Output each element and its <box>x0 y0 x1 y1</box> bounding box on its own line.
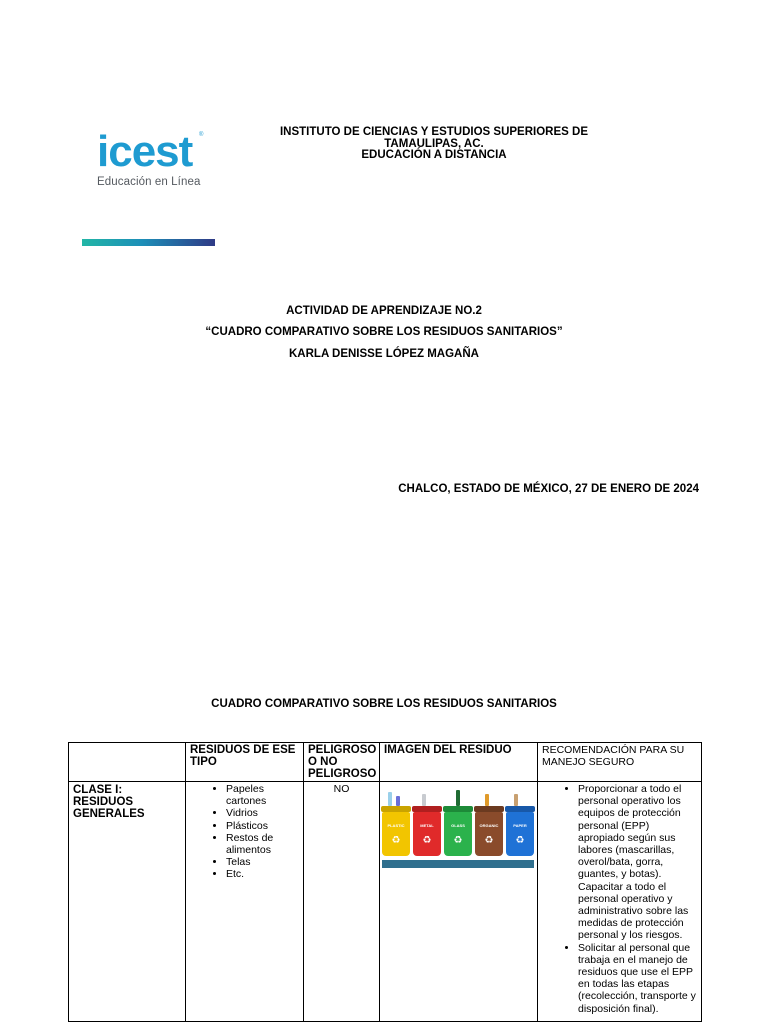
list-item: • Proporcionar a todo el personal operativo los equipos de protección personal (EPP) apropiado según sus labores (mascarillas, overol/bata, gorra, guantes, y botas). Capacitar a todo el personal operativo y administrativo sobre las medidas de protección personal y los riesgos. <box>578 783 697 942</box>
list-item: • Vidrios <box>226 807 299 819</box>
bin <box>382 786 410 864</box>
recycle-icon: ♻ <box>422 835 432 846</box>
registered-mark: ® <box>199 132 204 138</box>
table-title: CUADRO COMPARATIVO SOBRE LOS RESIDUOS SANITARIOS <box>211 698 557 710</box>
list-item: • Papeles cartones <box>226 783 299 807</box>
bin-label: GLASS <box>451 823 465 828</box>
table-header-row <box>69 743 702 782</box>
recycle-icon: ♻ <box>515 835 525 846</box>
recommendations-list <box>542 783 697 1015</box>
recycle-icon: ♻ <box>484 835 494 846</box>
table-row <box>69 782 702 1022</box>
header-imagen: IMAGEN DEL RESIDUO <box>380 743 538 782</box>
header-recomendacion: RECOMENDACIÓN PARA SU MANEJO SEGURO <box>538 743 702 782</box>
row-image <box>380 782 538 1022</box>
bins-base <box>382 860 534 868</box>
bin-label: PAPER <box>513 823 527 828</box>
activity-number: ACTIVIDAD DE APRENDIZAJE NO.2 <box>286 305 482 317</box>
bin <box>506 786 534 864</box>
header-empty <box>69 743 186 782</box>
place-date: CHALCO, ESTADO DE MÉXICO, 27 DE ENERO DE 2024 <box>398 483 699 495</box>
recycle-icon: ♻ <box>453 835 463 846</box>
logo-gradient-bar <box>82 239 215 246</box>
modality: EDUCACIÓN A DISTANCIA <box>361 149 507 161</box>
institution-name: INSTITUTO DE CIENCIAS Y ESTUDIOS SUPERIORES DE TAMAULIPAS, AC. <box>279 126 588 150</box>
list-item: • Restos de alimentos <box>226 832 299 856</box>
row-recomendaciones <box>538 782 702 1022</box>
list-item: • Plásticos <box>226 820 299 832</box>
comparison-table <box>68 742 702 1022</box>
recycling-bins-image <box>380 782 537 870</box>
bin-label: METAL <box>420 823 434 828</box>
bin-label: PLASTIC <box>387 823 405 828</box>
bin-label: ORGANIC <box>479 823 499 828</box>
author-name: KARLA DENISSE LÓPEZ MAGAÑA <box>289 348 479 360</box>
header-peligroso: PELIGROSO O NO PELIGROSO <box>304 743 380 782</box>
residuos-list <box>190 783 299 881</box>
row-class: CLASE I: RESIDUOS GENERALES <box>69 782 186 1022</box>
bin <box>475 786 503 864</box>
row-residuos <box>186 782 304 1022</box>
list-item: • Telas <box>226 856 299 868</box>
recycle-icon: ♻ <box>391 835 401 846</box>
activity-title: “CUADRO COMPARATIVO SOBRE LOS RESIDUOS SANITARIOS” <box>205 326 563 338</box>
icest-logo <box>97 127 207 188</box>
header-residuos: RESIDUOS DE ESE TIPO <box>186 743 304 782</box>
bin <box>444 786 472 864</box>
list-item: • Solicitar al personal que trabaja en el manejo de residuos que use el EPP en todas las etapas (recolección, transporte y disposición final). <box>578 942 697 1015</box>
row-peligroso: NO <box>304 782 380 1022</box>
logo-wordmark: icest <box>97 127 193 176</box>
bin <box>413 786 441 864</box>
list-item: • Etc. <box>226 868 299 880</box>
logo-tagline: Educación en Línea <box>97 176 201 188</box>
